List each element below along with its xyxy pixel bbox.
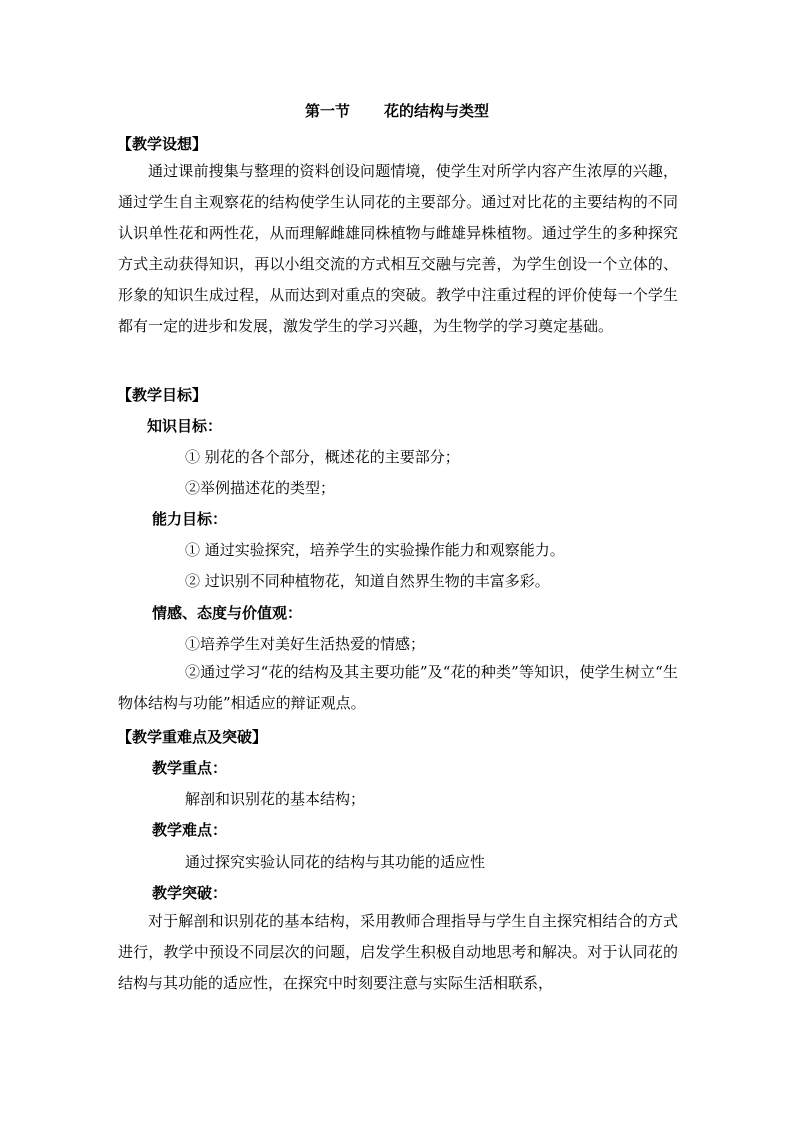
key-point-label: 教学重点： [152,759,228,777]
section-heading-key-difficult-points: 【教学重难点及突破】 [117,728,268,746]
breakthrough-paragraph: 对于解剖和识别花的基本结构，采用教师合理指导与学生自主探究相结合的方式进行，教学中预设不同层次的问题，启发学生积极自动地思考和解决。对于认同花的结构与其功能的适应性，在探究中时刻要注意与实际生活相联系， [118,912,678,992]
emotion-goal-item: ①培养学生对美好生活热爱的情感； [185,635,426,653]
title-text: 花的结构与类型 [384,102,490,120]
section-heading-teaching-concept: 【教学设想】 [117,135,208,153]
key-point-text: 解剖和识别花的基本结构； [185,790,366,808]
ability-goals-label: 能力目标： [152,510,228,528]
ability-goal-item: ② 过识别不同种植物花，知道自然界生物的丰富多彩。 [185,572,550,590]
knowledge-goals-label: 知识目标： [147,417,223,435]
breakthrough-label: 教学突破： [152,884,228,902]
difficult-point-text: 通过探究实验认同花的结构与其功能的适应性 [185,853,486,871]
section-heading-teaching-goals: 【教学目标】 [117,386,208,404]
knowledge-goal-item: ②举例描述花的类型； [185,479,336,497]
ability-goal-item: ① 通过实验探究，培养学生的实验操作能力和观察能力。 [185,541,565,559]
teaching-concept-paragraph: 通过课前搜集与整理的资料创设问题情境，使学生对所学内容产生浓厚的兴趣，通过学生自主观察花的结构使学生认同花的主要部分。通过对比花的主要结构的不同认识单性花和两性花，从而理解雌雄同株植物与雌雄异株植物。通过学生的多种探究方式主动获得知识，再以小组交流的方式相互交融与完善，为学生创设一个立体的、形象的知识生成过程，从而达到对重点的突破。教学中注重过程的评价使每一个学生都有一定的进步和发展，激发学生的学习兴趣，为生物学的学习奠定基础。 [118,162,678,335]
difficult-point-label: 教学难点： [152,821,228,839]
emotion-goals-label: 情感、态度与价值观： [152,604,303,622]
page-title [0,100,794,121]
title-section-number: 第一节 [304,102,350,120]
emotion-goal-item: ②通过学习“花的结构及其主要功能”及“花的种类”等知识，使学生树立“生物体结构与功能”相适应的辩证观点。 [118,663,678,712]
knowledge-goal-item: ① 别花的各个部分，概述花的主要部分； [185,448,460,466]
